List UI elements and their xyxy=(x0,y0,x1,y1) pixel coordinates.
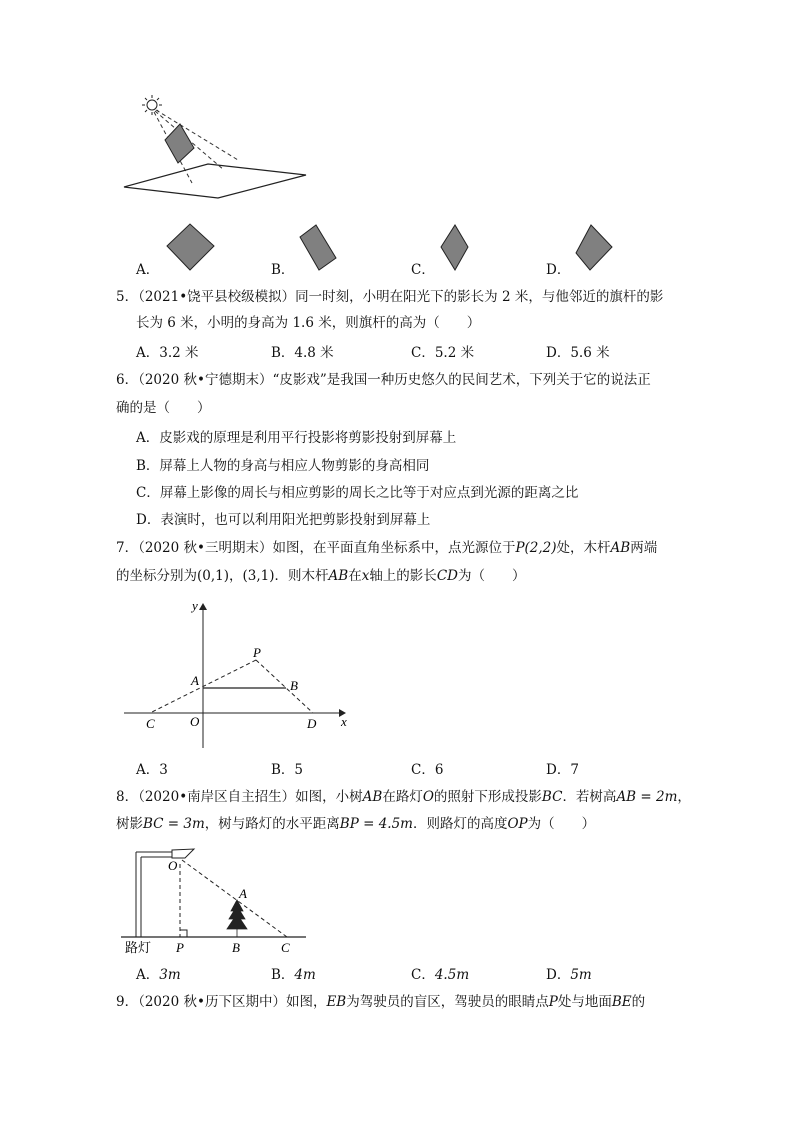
label-p: P xyxy=(253,645,261,660)
q7-stem-line1: 7．（2020 秋•三明期末）如图，在平面直角坐标系中，点光源位于P(2,2)处，木杆AB两端 xyxy=(116,540,658,556)
tree-icon xyxy=(227,900,247,937)
right-angle-mark xyxy=(180,930,187,937)
lamp-icon xyxy=(172,849,194,858)
q6-option-a[interactable]: A．皮影戏的原理是利用平行投影将剪影投射到屏幕上 xyxy=(136,430,457,446)
q6-stem-line1: 6．（2020 秋•宁德期末）“皮影戏”是我国一种历史悠久的民间艺术，下列关于它的说法正 xyxy=(116,372,651,388)
label-a: A xyxy=(239,886,247,901)
q7-option-a[interactable]: A．3 xyxy=(136,762,168,778)
q4-option-b[interactable]: B． xyxy=(271,262,295,278)
q8-stem-line2: 树影BC = 3m，树与路灯的水平距离BP = 4.5m．则路灯的高度OP为（ ） xyxy=(116,816,596,832)
q4-option-d[interactable]: D． xyxy=(546,262,571,278)
q5-option-d[interactable]: D．5.6 米 xyxy=(546,345,610,361)
q5-option-c[interactable]: C．5.2 米 xyxy=(411,345,475,361)
q7-option-d[interactable]: D．7 xyxy=(546,762,579,778)
q5-option-a[interactable]: A．3.2 米 xyxy=(136,345,199,361)
q6-option-c[interactable]: C．屏幕上影像的周长与相应剪影的周长之比等于对应点到光源的距离之比 xyxy=(136,485,579,501)
label-lamp: 路灯 xyxy=(125,940,152,955)
q9-stem-line1: 9．（2020 秋•历下区期中）如图，EB为驾驶员的盲区，驾驶员的眼睛点P处与地面BE的 xyxy=(116,994,646,1010)
q8-option-d[interactable]: D．5m xyxy=(546,967,592,983)
q5-stem-line2: 长为 6 米，小明的身高为 1.6 米，则旗杆的高为（ ） xyxy=(136,315,481,331)
label-b: B xyxy=(290,678,298,693)
q7-option-c[interactable]: C．6 xyxy=(411,762,444,778)
label-a: A xyxy=(191,673,199,688)
q8-option-c[interactable]: C．4.5m xyxy=(411,967,470,983)
label-c: C xyxy=(281,940,290,955)
label-o: O xyxy=(168,858,178,873)
q6-stem-line2: 确的是（ ） xyxy=(116,400,211,416)
q8-option-a[interactable]: A．3m xyxy=(136,967,181,983)
q6-option-d[interactable]: D．表演时，也可以利用阳光把剪影投射到屏幕上 xyxy=(136,512,431,528)
q8-stem-line1: 8．（2020•南岸区自主招生）如图，小树AB在路灯O的照射下形成投影BC．若树高AB = 2m， xyxy=(116,789,691,805)
label-p: P xyxy=(176,940,184,955)
q7-stem-line2: 的坐标分别为(0,1)，(3,1)．则木杆AB在x轴上的影长CD为（ ） xyxy=(116,568,526,584)
q4-option-c[interactable]: C． xyxy=(411,262,435,278)
label-d: D xyxy=(307,716,317,731)
label-x: x xyxy=(341,714,347,729)
q7-option-b[interactable]: B．5 xyxy=(271,762,304,778)
q5-option-b[interactable]: B．4.8 米 xyxy=(271,345,334,361)
q5-stem-line1: 5．（2021•饶平县校级模拟）同一时刻，小明在阳光下的影长为 2 米，与他邻近的旗杆的影 xyxy=(116,289,664,305)
label-y: y xyxy=(192,598,198,613)
label-c: C xyxy=(146,716,155,731)
q8-option-b[interactable]: B．4m xyxy=(271,967,316,983)
q6-option-b[interactable]: B．屏幕上人物的身高与相应人物剪影的身高相同 xyxy=(136,458,430,474)
label-b: B xyxy=(232,940,240,955)
q4-option-a[interactable]: A． xyxy=(136,262,160,278)
label-o: O xyxy=(190,714,200,729)
